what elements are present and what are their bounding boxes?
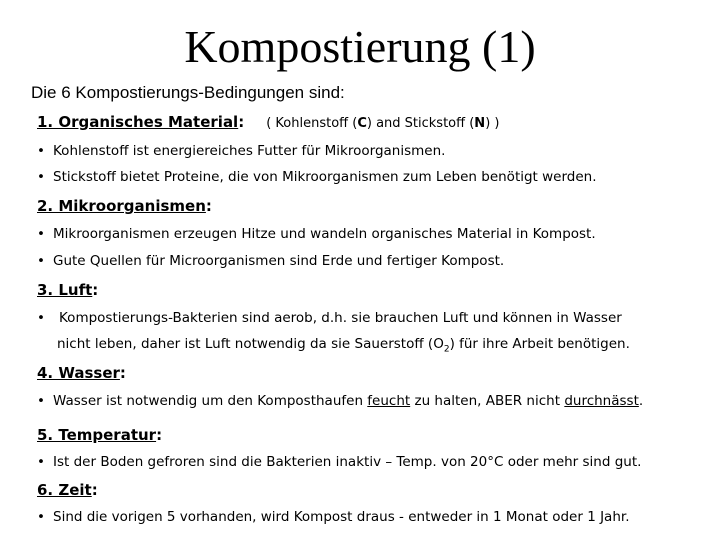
section-heading-temperature: 5. Temperatur: — [37, 426, 163, 444]
bullet-item: • Kompostierungs-Bakterien sind aerob, d.h. sie brauchen Luft und können in Wasser — [37, 310, 622, 326]
bullet-item: • Mikroorganismen erzeugen Hitze und wandeln organisches Material in Kompost. — [37, 226, 596, 242]
page-title: Kompostierung (1) — [184, 21, 536, 72]
bullet-item: • Sind die vorigen 5 vorhanden, wird Kompost draus - entweder in 1 Monat oder 1 Jahr. — [37, 509, 630, 525]
intro-text: Die 6 Kompostierungs-Bedingungen sind: — [31, 83, 345, 102]
bullet-continuation: nicht leben, daher ist Luft notwendig da sie Sauerstoff $(O_2)$ für ihre Arbeit benötigen. — [57, 336, 630, 355]
carbon-nitrogen-note: ( Kohlenstoff (C) and Stickstoff (N) ) — [266, 116, 500, 131]
section-heading-water: 4. Wasser: — [37, 364, 126, 382]
bullet-item: • Ist der Boden gefroren sind die Bakterien inaktiv – Temp. von 20°C oder mehr sind gut. — [37, 454, 642, 470]
section-heading-organic-material: 1. Organisches Material: ( Kohlenstoff (C) and Stickstoff (N) ) — [37, 113, 500, 131]
bullet-item: • Stickstoff bietet Proteine, die von Mikroorganismen zum Leben benötigt werden. — [37, 169, 597, 185]
section-heading-microorganisms: 2. Mikroorganismen: — [37, 197, 212, 215]
bullet-item: • Kohlenstoff ist energiereiches Futter für Mikroorganismen. — [37, 143, 446, 159]
section-heading-time: 6. Zeit: — [37, 481, 98, 499]
bullet-item: • Wasser ist notwendig um den Komposthaufen feucht zu halten, ABER nicht durchnässt. — [37, 393, 644, 409]
bullet-item: • Gute Quellen für Microorganismen sind Erde und fertiger Kompost. — [37, 253, 505, 269]
section-heading-air: 3. Luft: — [37, 281, 99, 299]
